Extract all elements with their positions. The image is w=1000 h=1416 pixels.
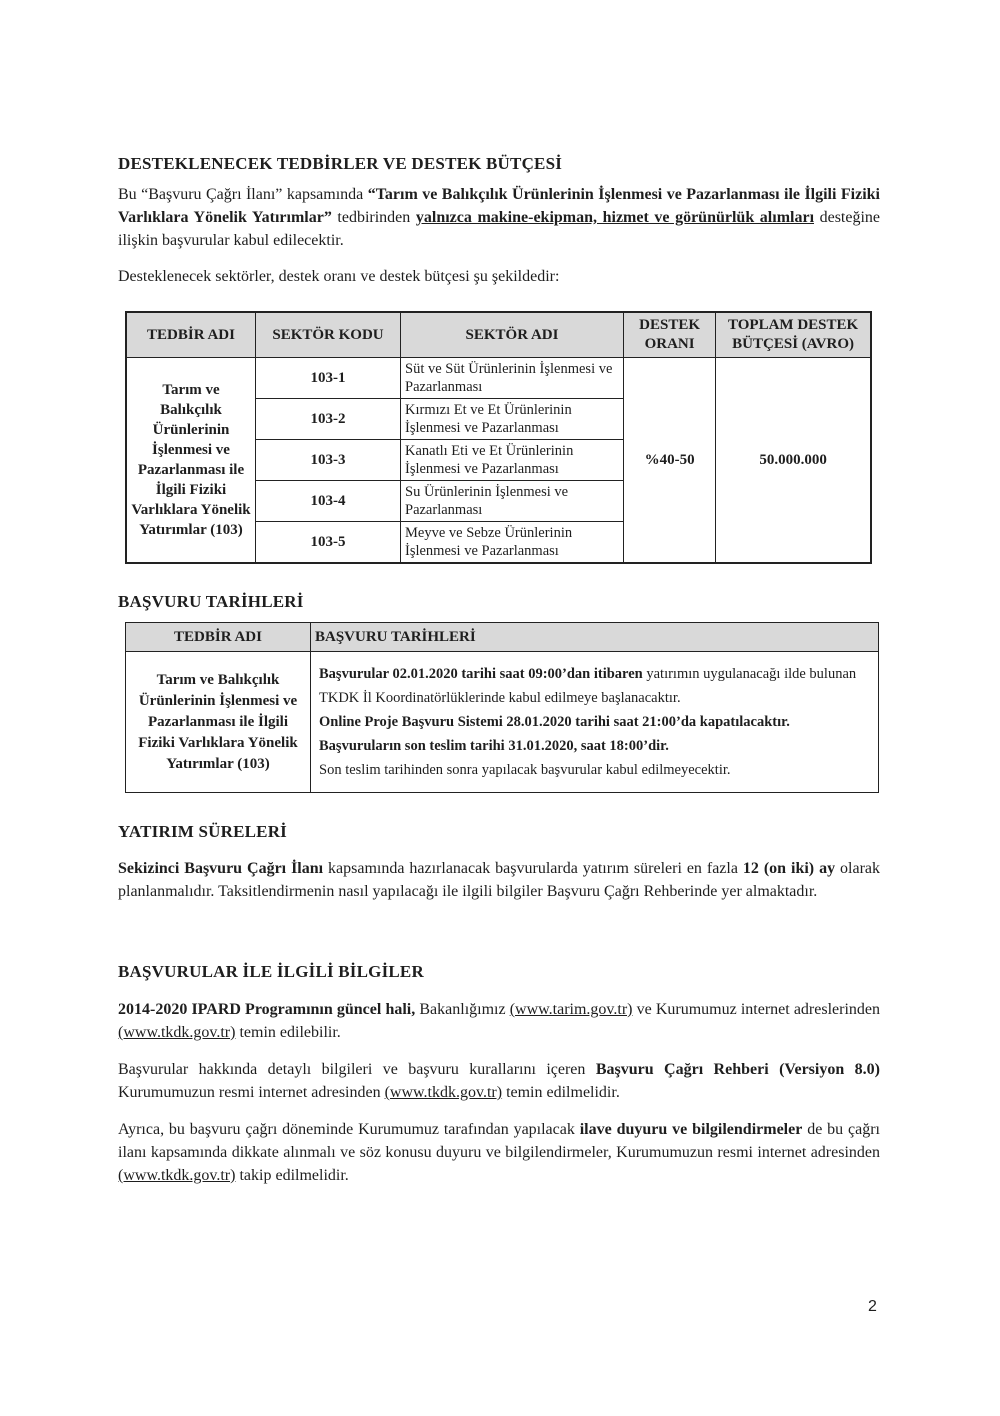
header-tedbir: TEDBİR ADI [126, 623, 311, 652]
sectors-budget-table [125, 311, 872, 564]
start-date-bold: Başvurular 02.01.2020 tarihi saat 09:00’dan itibaren [319, 666, 643, 682]
dates-cell [311, 652, 879, 793]
call-guide-paragraph [118, 1058, 880, 1104]
table-row [126, 358, 871, 399]
period-duration-bold: 12 (on iki) ay [742, 860, 836, 877]
intro-text-e: desteğine ilişkin başvurular kabul edilecektir. [118, 209, 881, 249]
table-row [126, 652, 879, 793]
intro-scope-highlight: yalnızca makine-ekipman, hizmet ve görünürlük alımları [415, 209, 815, 226]
section-heading-application-dates: BAŞVURU TARİHLERİ [118, 592, 304, 611]
header-sector-name: SEKTÖR ADI [401, 312, 624, 358]
measure-name-cell: Tarım ve Balıkçılık Ürünlerinin İşlenmesi ve Pazarlanması ile İlgili Fiziki Varlıklara Yönelik Yatırımlar (103) [126, 358, 256, 564]
dates-line-start [319, 662, 870, 710]
header-total-budget: TOPLAM DESTEK BÜTÇESİ (AVRO) [716, 312, 871, 358]
investment-period-paragraph [118, 857, 880, 903]
tkdk-gov-link[interactable]: (www.tkdk.gov.tr) [384, 1084, 503, 1101]
section-heading-investment-periods: YATIRIM SÜRELERİ [118, 822, 287, 841]
sectors-intro-paragraph: Desteklenecek sektörler, destek oranı ve destek bütçesi şu şekildedir: [118, 268, 560, 285]
sector-name-cell: Su Ürünlerinin İşlenmesi ve Pazarlanması [401, 481, 624, 522]
intro-paragraph [118, 183, 880, 252]
sector-name-cell: Kanatlı Eti ve Et Ürünlerinin İşlenmesi ve Pazarlanması [401, 440, 624, 481]
ipard-text-c: temin edilebilir. [235, 1024, 341, 1041]
header-tedbir: TEDBİR ADI [126, 312, 256, 358]
dates-line-late-note: Son teslim tarihinden sonra yapılacak başvurular kabul edilmeyecektir. [319, 762, 731, 778]
guide-name-bold: Başvuru Çağrı Rehberi (Versiyon 8.0) [595, 1061, 880, 1078]
period-text-mid: kapsamında hazırlanacak başvurularda yatırım süreleri en fazla [323, 860, 743, 877]
table-header-row [126, 312, 871, 358]
tkdk-gov-link[interactable]: (www.tkdk.gov.tr) [118, 1024, 236, 1041]
call-name-bold: Sekizinci Başvuru Çağrı İlanı [118, 860, 324, 877]
ipard-text-b: ve Kurumumuz internet adreslerinden [632, 1001, 881, 1018]
announce-text-b: de bu çağrı ilanı kapsamında dikkate alınmalı ve söz konusu duyuru ve bilgilendirmeler, Kurumumuzun resmi internet adresinden [118, 1121, 881, 1161]
sector-code-cell: 103-4 [256, 481, 401, 522]
total-budget-cell: 50.000.000 [716, 358, 871, 564]
intro-measure-name: “Tarım ve Balıkçılık Ürünlerinin İşlenmesi ve Pazarlanması ile İlgili Fiziki Varlıklara Yönelik Yatırımlar” [118, 186, 881, 226]
sector-name-cell: Kırmızı Et ve Et Ürünlerinin İşlenmesi ve Pazarlanması [401, 399, 624, 440]
measure-name-cell: Tarım ve Balıkçılık Ürünlerinin İşlenmesi ve Pazarlanması ile İlgili Fiziki Varlıklara Yönelik Yatırımlar (103) [126, 652, 311, 793]
tarim-gov-link[interactable]: (www.tarim.gov.tr) [509, 1001, 633, 1018]
guide-text-a: Başvurular hakkında detaylı bilgileri ve başvuru kurallarını içeren [118, 1061, 596, 1078]
dates-line-online-close: Online Proje Başvuru Sistemi 28.01.2020 tarihi saat 21:00’da kapatılacaktır. [319, 714, 790, 730]
announcements-paragraph [118, 1118, 880, 1187]
sector-code-cell: 103-5 [256, 522, 401, 564]
sector-code-cell: 103-1 [256, 358, 401, 399]
intro-text-a: Bu “Başvuru Çağrı İlanı” kapsamında [118, 186, 368, 203]
section-heading-support-measures: DESTEKLENECEK TEDBİRLER VE DESTEK BÜTÇESİ [118, 154, 563, 173]
ipard-text-a: Bakanlığımız [415, 1001, 510, 1018]
header-support-rate: DESTEK ORANI [624, 312, 716, 358]
guide-text-b: Kurumumuzun resmi internet adresinden [118, 1084, 385, 1101]
ipard-program-bold: 2014-2020 IPARD Programının güncel hali, [118, 1001, 416, 1018]
table-header-row [126, 623, 879, 652]
page-number: 2 [868, 1298, 877, 1315]
sector-code-cell: 103-3 [256, 440, 401, 481]
tkdk-gov-link[interactable]: (www.tkdk.gov.tr) [118, 1167, 236, 1184]
start-date-rest: yatırımın uygulanacağı ilde bulunan TKDK İl Koordinatörlüklerinde kabul edilmeye başlanacaktır. [319, 666, 857, 706]
dates-line-deadline: Başvuruların son teslim tarihi 31.01.2020, saat 18:00’dir. [319, 738, 669, 754]
section-heading-application-info: BAŞVURULAR İLE İLGİLİ BİLGİLER [118, 962, 424, 981]
sector-name-cell: Süt ve Süt Ürünlerinin İşlenmesi ve Pazarlanması [401, 358, 624, 399]
period-text-rest: olarak planlanmalıdır. Taksitlendirmenin nasıl yapılacağı ile ilgili bilgiler Başvuru Çağrı Rehberinde yer almaktadır. [118, 860, 881, 900]
guide-text-c: temin edilmelidir. [502, 1084, 620, 1101]
sector-name-cell: Meyve ve Sebze Ürünlerinin İşlenmesi ve Pazarlanması [401, 522, 624, 564]
intro-text-c: tedbirinden [331, 209, 416, 226]
application-dates-table [125, 622, 879, 793]
header-application-dates: BAŞVURU TARİHLERİ [311, 623, 879, 652]
sector-code-cell: 103-2 [256, 399, 401, 440]
announce-text-a: Ayrıca, bu başvuru çağrı döneminde Kurumumuz tarafından yapılacak [118, 1121, 580, 1138]
announce-bold: ilave duyuru ve bilgilendirmeler [579, 1121, 803, 1138]
header-sector-code: SEKTÖR KODU [256, 312, 401, 358]
support-rate-cell: %40-50 [624, 358, 716, 564]
announce-text-c: takip edilmelidir. [235, 1167, 349, 1184]
ipard-program-paragraph [118, 998, 880, 1044]
